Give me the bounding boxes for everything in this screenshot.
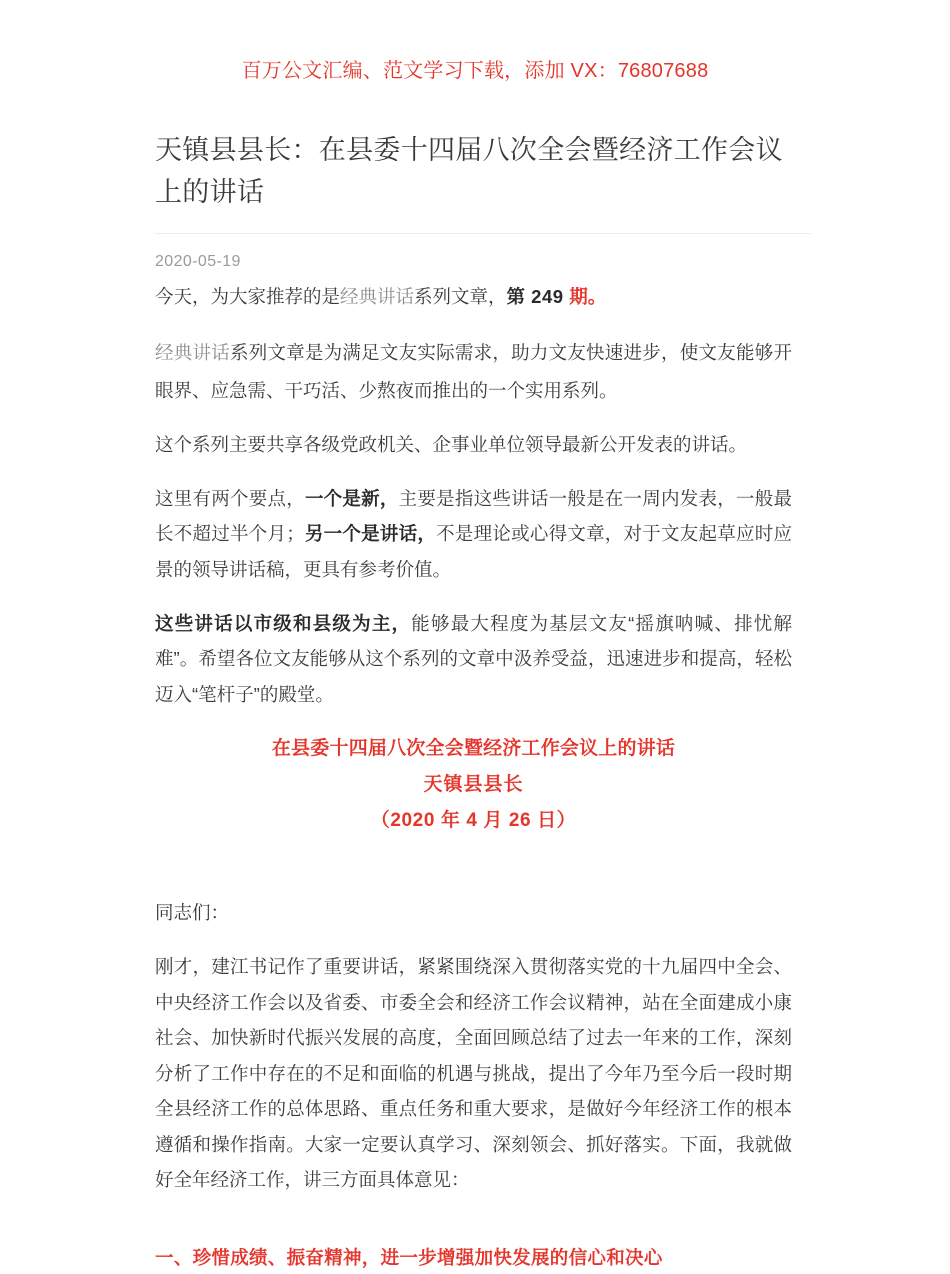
issue-suffix: 期。 — [569, 286, 607, 307]
series-name-inline-2: 经典讲话 — [155, 344, 230, 364]
intro-paragraph-1 — [155, 335, 792, 408]
intro-text-b: 系列文章， — [414, 286, 507, 307]
speech-title: 在县委十四届八次全会暨经济工作会议上的讲话 — [271, 737, 676, 759]
publish-date: 2020-05-19 — [155, 253, 241, 270]
intro-text-a: 今天，为大家推荐的是 — [155, 286, 341, 307]
intro-p3-b: 主要是指这些讲话一般是在一周内发表，一般最长不超过半个月； — [155, 487, 792, 544]
intro-p4-text: 能够最大程度为基层文友“摇旗呐喊、排忧解难”。希望各位文友能够从这个系列的文章中汲养受益，迅速进步和提高，轻松迈入“笔杆子”的殿堂。 — [155, 612, 792, 705]
intro-paragraph-4 — [155, 606, 792, 713]
intro-paragraph-2: 这个系列主要共享各级党政机关、企事业单位领导最新公开发表的讲话。 — [155, 433, 748, 455]
intro-p3-bold-2: 另一个是讲话， — [304, 523, 437, 544]
intro-p3-bold-1: 一个是新， — [304, 487, 399, 509]
article-content — [0, 234, 950, 1274]
intro-p3-c: 不是理论或心得文章，对于文友起草应时应景的领导讲话稿，更具有参考价值。 — [155, 523, 792, 580]
intro-p4-bold: 这些讲话以市级和县级为主， — [155, 612, 412, 634]
speech-speaker: 天镇县县长 — [423, 773, 524, 795]
spacer-before-section — [155, 1216, 792, 1242]
speech-heading-block — [155, 731, 792, 839]
salutation: 同志们： — [155, 902, 230, 923]
page-title: 天镇县县长：在县委十四届八次全会暨经济工作会议上的讲话 — [155, 135, 783, 207]
series-name-inline: 经典讲话 — [340, 288, 415, 308]
intro-recommend-line — [155, 279, 792, 317]
speech-date: （2020 年 4 月 26 日） — [370, 809, 577, 831]
speech-body-paragraph: 刚才，建江书记作了重要讲话，紧紧围绕深入贯彻落实党的十九届四中全会、中央经济工作会以及省委、市委全会和经济工作会议精神，站在全面建成小康社会、加快新时代振兴发展的高度，全面回顾总结了过去一年来的工作，深刻分析了工作中存在的不足和面临的机遇与挑战，提出了今年乃至今后一段时期全县经济工作的总体思路、重点任务和重大要求，是做好今年经济工作的根本遵循和操作指南。大家一定要认真学习、深刻领会、抓好落实。下面，我就做好全年经济工作，讲三方面具体意见： — [155, 956, 792, 1190]
intro-paragraph-1-text: 系列文章是为满足文友实际需求，助力文友快速进步，使文友能够开眼界、应急需、干巧活、少熬夜而推出的一个实用系列。 — [155, 342, 792, 401]
section-heading-1: 一、珍惜成绩、振奋精神，进一步增强加快发展的信心和决心 — [155, 1247, 663, 1268]
intro-p3-a: 这里有两个要点， — [155, 487, 305, 509]
issue-number: 第 249 — [506, 286, 570, 307]
intro-paragraph-3 — [155, 481, 792, 588]
promo-banner: 百万公文汇编、范文学习下载，添加 VX：76807688 — [241, 60, 709, 82]
spacer-after-heading — [155, 839, 792, 877]
